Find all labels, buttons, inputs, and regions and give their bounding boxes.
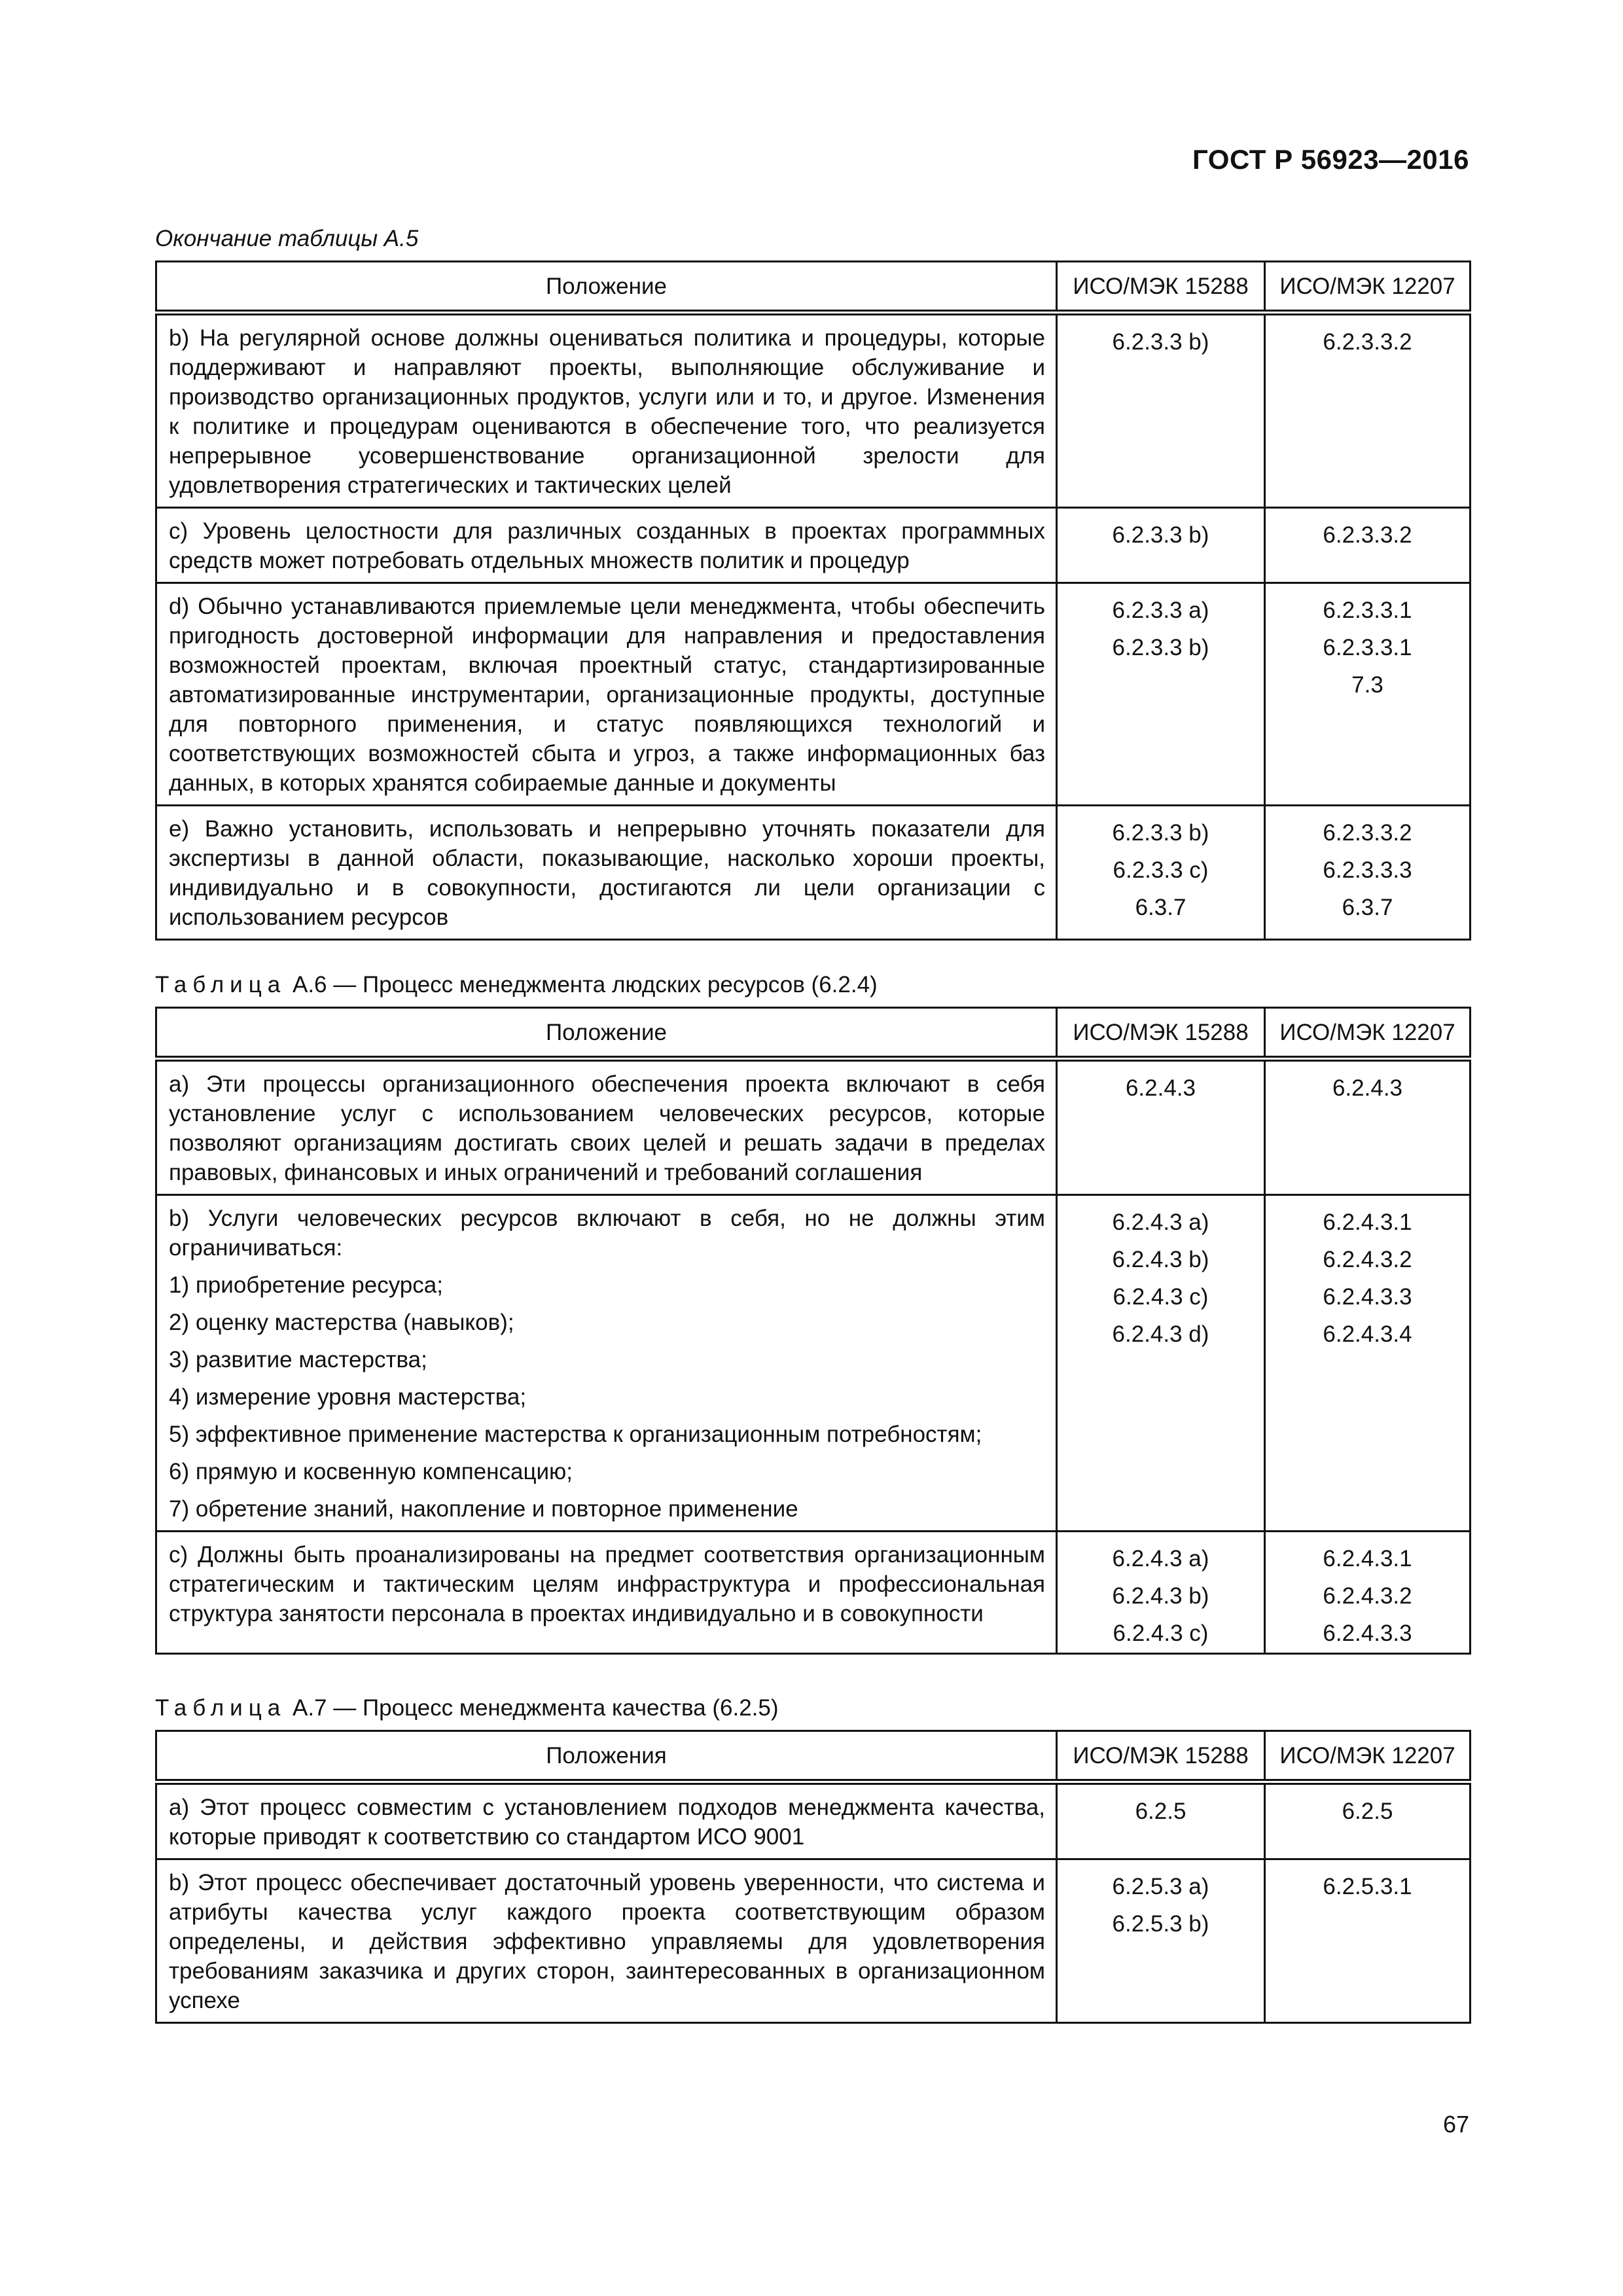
clause-ref: 6.2.4.3 a) bbox=[1112, 1210, 1209, 1235]
provision-text: b) На регулярной основе должны оцениваться политика и процедуры, которые поддерживают и направляют проекты, выполняющие обслуживание и производство организационных продуктов, услуги или и то, и другое. Изменения к политике и процедурам оцениваются в обеспечение того, что реализуется непрерывное усовершенствование организационной зрелости для удовлетворения стратегических и тактических целей bbox=[169, 325, 1045, 498]
list-item: 6) прямую и косвенную компенсацию; bbox=[169, 1459, 573, 1484]
iso-15288-cell bbox=[1057, 313, 1265, 508]
provision-cell bbox=[156, 1859, 1057, 2023]
iso-15288-cell bbox=[1057, 1782, 1265, 1859]
provision-text: a) Эти процессы организационного обеспечения проекта включают в себя установление услуг с использованием человеческих ресурсов, которые позволяют организациям достигать своих целей и решать задачи в пределах правовых, финансовых и иных ограничений и требований соглашения bbox=[169, 1071, 1045, 1185]
table-row bbox=[156, 508, 1471, 583]
header-iso-15288: ИСО/МЭК 15288 bbox=[1057, 1008, 1265, 1059]
clause-ref: 6.2.4.3.2 bbox=[1323, 1583, 1412, 1609]
iso-15288-cell bbox=[1057, 508, 1265, 583]
clause-ref: 6.2.3.3.2 bbox=[1323, 329, 1412, 355]
clause-ref: 6.2.3.3.1 bbox=[1323, 598, 1412, 623]
iso-15288-cell bbox=[1057, 1532, 1265, 1654]
clause-ref: 6.2.4.3.3 bbox=[1323, 1284, 1412, 1310]
clause-ref: 6.2.5 bbox=[1135, 1799, 1186, 1824]
iso-12207-cell bbox=[1265, 1782, 1471, 1859]
provision-text: b) Этот процесс обеспечивает достаточный уровень уверенности, что система и атрибуты качества услуг каждого проекта соответствующим образом определены, и действия эффективно управляемы для удовлетворения требованиям заказчика и других сторон, заинтересованных в организационном успехе bbox=[169, 1870, 1045, 2013]
header-iso-15288: ИСО/МЭК 15288 bbox=[1057, 1731, 1265, 1782]
header-iso-15288: ИСО/МЭК 15288 bbox=[1057, 262, 1265, 313]
header-provision: Положение bbox=[156, 1008, 1057, 1059]
iso-15288-cell bbox=[1057, 1195, 1265, 1532]
provision-text: a) Этот процесс совместим с установлением подходов менеджмента качества, которые приводят к соответствию со стандартом ИСО 9001 bbox=[169, 1795, 1045, 1850]
header-row bbox=[156, 1008, 1471, 1059]
iso-12207-cell bbox=[1265, 313, 1471, 508]
list-item: 3) развитие мастерства; bbox=[169, 1347, 427, 1372]
provision-text: c) Уровень целостности для различных созданных в проектах программных средств может потребовать отдельных множеств политик и процедур bbox=[169, 518, 1045, 573]
header-row bbox=[156, 1731, 1471, 1782]
page-number: 67 bbox=[1442, 2111, 1469, 2138]
header-iso-12207: ИСО/МЭК 12207 bbox=[1265, 1008, 1471, 1059]
iso-12207-cell bbox=[1265, 1195, 1471, 1532]
iso-15288-cell bbox=[1057, 806, 1265, 940]
clause-ref: 6.2.4.3 bbox=[1332, 1075, 1403, 1101]
list-item: 5) эффективное применение мастерства к организационным потребностям; bbox=[169, 1422, 982, 1447]
clause-ref: 6.2.5 bbox=[1342, 1799, 1393, 1824]
list-item: 4) измерение уровня мастерства; bbox=[169, 1384, 527, 1410]
iso-12207-cell bbox=[1265, 1532, 1471, 1654]
document-code: ГОСТ Р 56923—2016 bbox=[1192, 144, 1469, 175]
clause-ref: 6.2.3.3.3 bbox=[1323, 857, 1412, 883]
table-title: А.7 — Процесс менеджмента качества (6.2.5) bbox=[292, 1695, 779, 1721]
clause-ref: 6.2.5.3 b) bbox=[1112, 1911, 1209, 1937]
table-a6 bbox=[155, 1007, 1471, 1655]
table-row bbox=[156, 1195, 1471, 1532]
provision-cell bbox=[156, 583, 1057, 806]
header-iso-12207: ИСО/МЭК 12207 bbox=[1265, 1731, 1471, 1782]
table-word: Таблица bbox=[155, 972, 287, 997]
clause-ref: 6.2.4.3.3 bbox=[1323, 1621, 1412, 1646]
iso-12207-cell bbox=[1265, 806, 1471, 940]
provision-text: d) Обычно устанавливаются приемлемые цели менеджмента, чтобы обеспечить пригодность достоверной информации для направления и предоставления возможностей проектам, включая проектный статус, стандартизированные автоматизированные инструментарии, организационные продукты, доступные для повторного применения, и статус появляющихся технологий и соответствующих возможностей сбыта и угроз, а также информационных баз данных, в которых хранятся собираемые данные и документы bbox=[169, 594, 1045, 796]
clause-ref: 6.2.4.3 b) bbox=[1112, 1247, 1209, 1272]
provision-text: c) Должны быть проанализированы на предмет соответствия организационным стратегическим и тактическим целям инфраструктура и профессиональная структура занятости персонала в проектах индивидуально и в совокупности bbox=[169, 1542, 1045, 1626]
provision-text: e) Важно установить, использовать и непрерывно уточнять показатели для экспертизы в данной области, показывающие, насколько хороши проекты, индивидуально и в совокупности, достигаются ли цели организации с использованием ресурсов bbox=[169, 816, 1045, 930]
table-a7-caption bbox=[155, 1695, 779, 1721]
provision-cell bbox=[156, 806, 1057, 940]
clause-ref: 6.2.4.3.1 bbox=[1323, 1210, 1412, 1235]
iso-12207-cell bbox=[1265, 508, 1471, 583]
provision-cell bbox=[156, 1195, 1057, 1532]
iso-15288-cell bbox=[1057, 1859, 1265, 2023]
clause-ref: 6.2.4.3 c) bbox=[1113, 1284, 1209, 1310]
clause-ref: 6.2.4.3 c) bbox=[1113, 1621, 1209, 1646]
clause-ref: 6.2.3.3.1 bbox=[1323, 635, 1412, 660]
clause-ref: 6.2.4.3 d) bbox=[1112, 1321, 1209, 1347]
table-a5-caption: Окончание таблицы А.5 bbox=[155, 226, 419, 251]
table-word: Таблица bbox=[155, 1695, 287, 1721]
table-row bbox=[156, 1532, 1471, 1654]
iso-12207-cell bbox=[1265, 583, 1471, 806]
header-row bbox=[156, 262, 1471, 313]
table-a6-caption bbox=[155, 972, 878, 998]
table-row bbox=[156, 806, 1471, 940]
provision-cell bbox=[156, 1059, 1057, 1195]
clause-ref: 6.2.5.3 a) bbox=[1112, 1874, 1209, 1899]
clause-ref: 7.3 bbox=[1351, 672, 1383, 698]
provision-cell bbox=[156, 1532, 1057, 1654]
table-row bbox=[156, 1059, 1471, 1195]
clause-ref: 6.2.3.3 b) bbox=[1112, 329, 1209, 355]
clause-ref: 6.2.4.3.1 bbox=[1323, 1546, 1412, 1571]
clause-ref: 6.2.3.3 b) bbox=[1112, 522, 1209, 548]
table-title: А.6 — Процесс менеджмента людских ресурсов (6.2.4) bbox=[292, 972, 878, 997]
clause-ref: 6.2.3.3.2 bbox=[1323, 820, 1412, 846]
provision-cell bbox=[156, 313, 1057, 508]
provision-text: b) Услуги человеческих ресурсов включают в себя, но не должны этим ограничиваться: bbox=[169, 1206, 1045, 1261]
table-a7 bbox=[155, 1730, 1471, 2024]
iso-15288-cell bbox=[1057, 1059, 1265, 1195]
clause-ref: 6.2.4.3.4 bbox=[1323, 1321, 1412, 1347]
table-a5 bbox=[155, 260, 1471, 941]
clause-ref: 6.3.7 bbox=[1342, 895, 1393, 920]
clause-ref: 6.2.3.3 b) bbox=[1112, 635, 1209, 660]
header-provision: Положение bbox=[156, 262, 1057, 313]
clause-ref: 6.2.4.3.2 bbox=[1323, 1247, 1412, 1272]
list-item: 7) обретение знаний, накопление и повторное применение bbox=[169, 1496, 798, 1522]
list-item: 1) приобретение ресурса; bbox=[169, 1272, 443, 1298]
clause-ref: 6.2.4.3 bbox=[1125, 1075, 1196, 1101]
clause-ref: 6.2.4.3 b) bbox=[1112, 1583, 1209, 1609]
table-row bbox=[156, 1859, 1471, 2023]
header-iso-12207: ИСО/МЭК 12207 bbox=[1265, 262, 1471, 313]
clause-ref: 6.2.3.3 c) bbox=[1113, 857, 1209, 883]
provision-cell bbox=[156, 508, 1057, 583]
table-row bbox=[156, 583, 1471, 806]
clause-ref: 6.2.3.3 a) bbox=[1112, 598, 1209, 623]
clause-ref: 6.2.5.3.1 bbox=[1323, 1874, 1412, 1899]
list-item: 2) оценку мастерства (навыков); bbox=[169, 1310, 514, 1335]
clause-ref: 6.2.3.3.2 bbox=[1323, 522, 1412, 548]
table-row bbox=[156, 313, 1471, 508]
iso-12207-cell bbox=[1265, 1059, 1471, 1195]
iso-15288-cell bbox=[1057, 583, 1265, 806]
table-row bbox=[156, 1782, 1471, 1859]
iso-12207-cell bbox=[1265, 1859, 1471, 2023]
clause-ref: 6.3.7 bbox=[1135, 895, 1186, 920]
provision-cell bbox=[156, 1782, 1057, 1859]
clause-ref: 6.2.3.3 b) bbox=[1112, 820, 1209, 846]
header-provision: Положения bbox=[156, 1731, 1057, 1782]
clause-ref: 6.2.4.3 a) bbox=[1112, 1546, 1209, 1571]
